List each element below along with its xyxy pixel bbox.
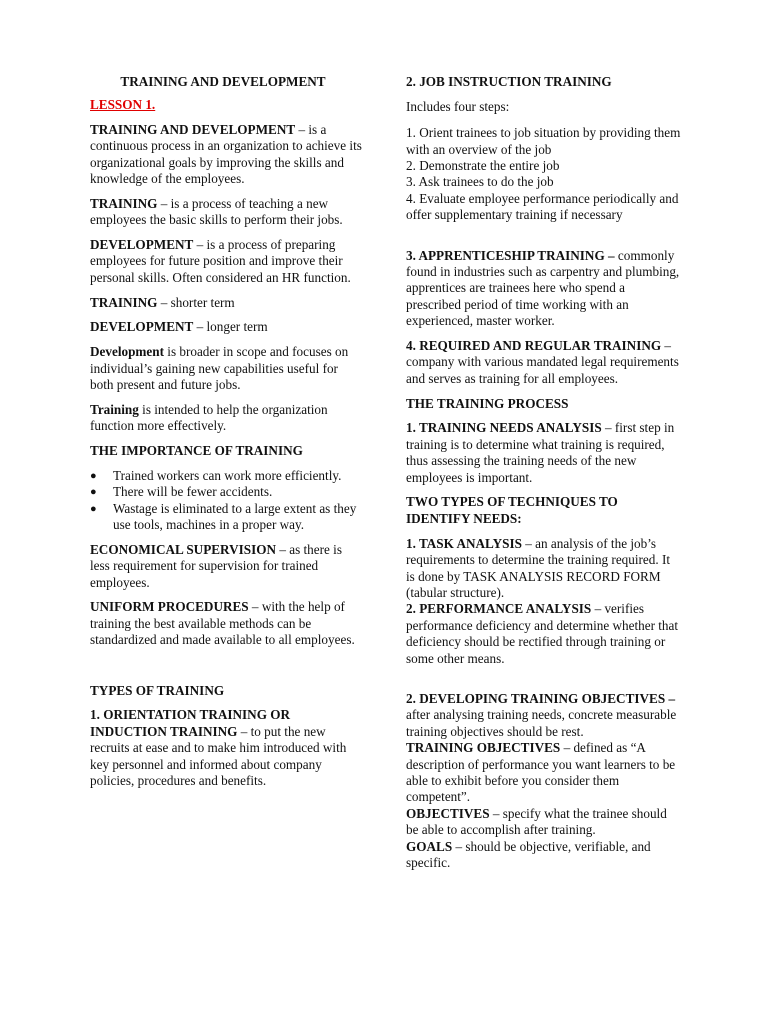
training-definition — [90, 196, 362, 229]
td-definition — [90, 122, 362, 188]
developing-objectives — [406, 691, 682, 740]
process-heading: THE TRAINING PROCESS — [406, 395, 569, 411]
apprenticeship-text: commonly found in industries such as carpentry and plumbing, apprentices are trainees here who spend a prescribed period of time working with an experienced, master worker. — [406, 247, 680, 329]
development-longer-term — [90, 319, 362, 335]
needs-analysis — [406, 420, 682, 486]
uniform-term: UNIFORM PROCEDURES — [90, 599, 249, 615]
needs-term: 1. TRAINING NEEDS ANALYSIS — [406, 420, 602, 436]
list-item — [90, 468, 362, 484]
list-item: 3. Ask trainees to do the job — [406, 174, 554, 190]
task-term: 1. TASK ANALYSIS — [406, 535, 522, 551]
economical-term: ECONOMICAL SUPERVISION — [90, 541, 277, 557]
objectives-definition — [406, 806, 682, 839]
obj-text: – specify what the trainee should be able to accomplish after training. — [406, 805, 667, 838]
lesson-label: LESSON 1. — [90, 97, 156, 113]
training-term: TRAINING — [90, 195, 158, 211]
developing-text: after analysing training needs, concrete measurable training objectives should be rest. — [406, 707, 677, 739]
objectives-text: – defined as “A description of performance you want learners to be able to exhibit before you consider them competent”. — [406, 740, 676, 805]
training-text: – is a process of teaching a new employees the basic skills to perform their jobs. — [90, 195, 343, 228]
bullet-icon: ● — [90, 469, 97, 482]
orientation-term: 1. ORIENTATION TRAINING OR INDUCTION TRAINING — [90, 707, 291, 739]
two-types-heading: TWO TYPES OF TECHNIQUES TO IDENTIFY NEEDS: — [406, 494, 618, 526]
td-text: – is a continuous process in an organization to achieve its organizational goals by improving the skills and knowledge of the employees. — [90, 121, 362, 187]
performance-text: – verifies performance deficiency and determine whether that deficiency should be rectified through training or some other means. — [406, 601, 679, 666]
economical-text: – as there is less requirement for supervision for trained employees. — [90, 541, 342, 590]
orientation-training — [90, 707, 362, 789]
performance-analysis — [406, 601, 682, 667]
training-intended-text: is intended to help the organization function more effectively. — [90, 401, 328, 434]
training-intended — [90, 402, 362, 435]
uniform-text: – with the help of training the best available methods can be standardized and made available to all employees. — [90, 599, 355, 648]
economical-supervision — [90, 542, 362, 591]
uniform-procedures — [90, 599, 362, 648]
required-training — [406, 338, 682, 387]
dev-broader-term: Development — [90, 344, 164, 360]
list-item: 2. Demonstrate the entire job — [406, 158, 560, 174]
apprenticeship-term: 3. APPRENTICESHIP TRAINING – — [406, 247, 615, 263]
bullet-text: Trained workers can work more efficiently. — [113, 467, 342, 483]
apprenticeship-training — [406, 248, 682, 330]
job-instruction-heading: 2. JOB INSTRUCTION TRAINING — [406, 74, 612, 89]
development-long-text: – longer term — [193, 319, 268, 335]
importance-list — [90, 468, 362, 534]
steps-list — [406, 125, 682, 223]
goals-text: – should be objective, verifiable, and specific. — [406, 838, 651, 870]
required-text: – company with various mandated legal requirements and serves as training for all employees. — [406, 338, 679, 386]
objectives-term: TRAINING OBJECTIVES — [406, 740, 561, 756]
list-item — [90, 501, 362, 534]
training-shorter-term — [90, 295, 362, 311]
task-analysis — [406, 536, 682, 602]
includes-text: Includes four steps: — [406, 98, 510, 114]
list-item: 4. Evaluate employee performance periodically and offer supplementary training if necessary — [406, 190, 679, 223]
performance-term: 2. PERFORMANCE ANALYSIS — [406, 601, 592, 617]
bullet-icon: ● — [90, 502, 97, 515]
development-term: DEVELOPMENT — [90, 237, 194, 253]
training-objectives — [406, 740, 682, 806]
development-text: – is a process of preparing employees for future position and improve their personal skills. Often considered an HR function. — [90, 237, 351, 285]
right-column — [406, 74, 682, 871]
development-long-term: DEVELOPMENT — [90, 319, 194, 335]
development-definition — [90, 237, 362, 286]
training-short-term: TRAINING — [90, 294, 158, 310]
td-term: TRAINING AND DEVELOPMENT — [90, 121, 296, 137]
left-column — [90, 74, 362, 790]
goals-definition — [406, 839, 682, 872]
training-short-text: – shorter term — [157, 294, 235, 310]
task-text: – an analysis of the job’s requirements to determine the training required. It is done by TASK ANALYSIS RECORD FORM (tabular structure). — [406, 535, 671, 600]
required-term: 4. REQUIRED AND REGULAR TRAINING — [406, 338, 662, 354]
obj-term: OBJECTIVES — [406, 805, 490, 821]
developing-term: 2. DEVELOPING TRAINING OBJECTIVES – — [406, 690, 676, 706]
needs-text: – first step in training is to determine what training is required, thus assessing the training needs of the new employees is important. — [406, 420, 675, 485]
dev-broader-text: is broader in scope and focuses on individual’s gaining new capabilities useful for both present and future jobs. — [90, 344, 349, 393]
goals-term: GOALS — [406, 838, 453, 854]
bullet-icon: ● — [90, 486, 97, 499]
document-title: TRAINING AND DEVELOPMENT — [120, 74, 326, 89]
training-intended-term: Training — [90, 401, 139, 417]
bullet-text: Wastage is eliminated to a large extent as they use tools, machines in a proper way. — [113, 500, 357, 533]
importance-heading: THE IMPORTANCE OF TRAINING — [90, 443, 303, 459]
orientation-text: – to put the new recruits at ease and to make him introduced with key personnel and informed about company policies, procedures and benefits. — [90, 723, 347, 789]
list-item: 1. Orient trainees to job situation by providing them with an overview of the job — [406, 125, 681, 157]
bullet-text: There will be fewer accidents. — [113, 484, 273, 500]
development-broader — [90, 344, 362, 393]
list-item — [90, 484, 362, 500]
types-heading: TYPES OF TRAINING — [90, 682, 225, 698]
